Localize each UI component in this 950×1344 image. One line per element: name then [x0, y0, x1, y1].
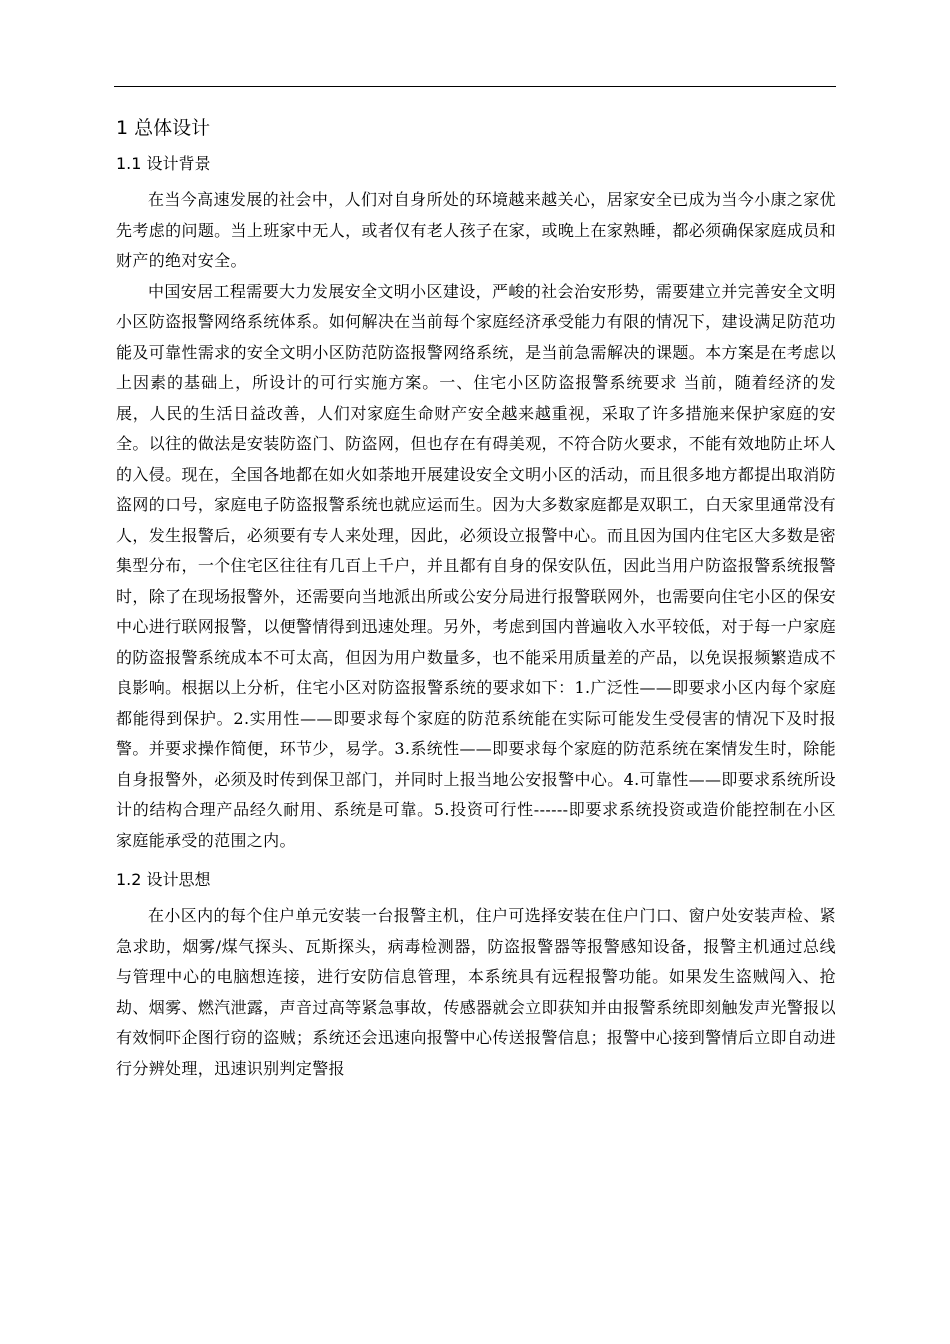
- section-heading-background: 1.1 设计背景: [116, 154, 211, 173]
- chapter-heading: 1 总体设计: [116, 117, 211, 139]
- paragraph: 中国安居工程需要大力发展安全文明小区建设，严峻的社会治安形势，需要建立并完善安全文明小区防盗报警网络系统体系。如何解决在当前每个家庭经济承受能力有限的情况下，建设满足防范功能及可靠性需求的安全文明小区防范防盗报警网络系统，是当前急需解决的课题。本方案是在考虑以上因素的基础上，所设计的可行实施方案。一、住宅小区防盗报警系统要求 当前，随着经济的发展，人民的生活日益改善，人们对家庭生命财产安全越来越重视，采取了许多措施来保护家庭的安全。以往的做法是安装防盗门、防盗网，但也存在有碍美观，不符合防火要求，不能有效地防止坏人的入侵。现在，全国各地都在如火如荼地开展建设安全文明小区的活动，而且很多地方都提出取消防盗网的口号，家庭电子防盗报警系统也就应运而生。因为大多数家庭都是双职工，白天家里通常没有人，发生报警后，必须要有专人来处理，因此，必须设立报警中心。而且因为国内住宅区大多数是密集型分布，一个住宅区往往有几百上千户，并且都有自身的保安队伍，因此当用户防盗报警系统报警时，除了在现场报警外，还需要向当地派出所或公安分局进行报警联网外，也需要向住宅小区的保安中心进行联网报警，以便警情得到迅速处理。另外，考虑到国内普遍收入水平较低，对于每一户家庭的防盗报警系统成本不可太高，但因为用户数量多，也不能采用质量差的产品，以免误报频繁造成不良影响。根据以上分析，住宅小区对防盗报警系统的要求如下：1.广泛性——即要求小区内每个家庭都能得到保护。2.实用性——即要求每个家庭的防范系统能在实际可能发生受侵害的情况下及时报警。并要求操作简便，环节少，易学。3.系统性——即要求每个家庭的防范系统在案情发生时，除能自身报警外，必须及时传到保卫部门，并同时上报当地公安报警中心。4.可靠性——即要求系统所设计的结构合理产品经久耐用、系统是可靠。5.投资可行性------即要求系统投资或造价能控制在小区家庭能承受的范围之内。: [116, 281, 836, 850]
- paragraph: 在当今高速发展的社会中，人们对自身所处的环境越来越关心，居家安全已成为当今小康之家优先考虑的问题。当上班家中无人，或者仅有老人孩子在家，或晚上在家熟睡，都必须确保家庭成员和财产的绝对安全。: [116, 190, 836, 270]
- document-body: [116, 114, 836, 1084]
- section-heading-design-idea: 1.2 设计思想: [116, 870, 211, 889]
- paragraph: 在小区内的每个住户单元安装一台报警主机，住户可选择安装在住户门口、窗户处安装声检、紧急求助，烟雾/煤气探头、瓦斯探头，病毒检测器，防盗报警器等报警感知设备，报警主机通过总线与管理中心的电脑想连接，进行安防信息管理，本系统具有远程报警功能。如果发生盗贼闯入、抢劫、烟雾、燃汽泄露，声音过高等紧急事故，传感器就会立即获知并由报警系统即刻触发声光警报以有效恫吓企图行窃的盗贼；系统还会迅速向报警中心传送报警信息；报警中心接到警情后立即自动进行分辨处理，迅速识别判定警报: [116, 906, 836, 1078]
- header-rule: [114, 86, 836, 87]
